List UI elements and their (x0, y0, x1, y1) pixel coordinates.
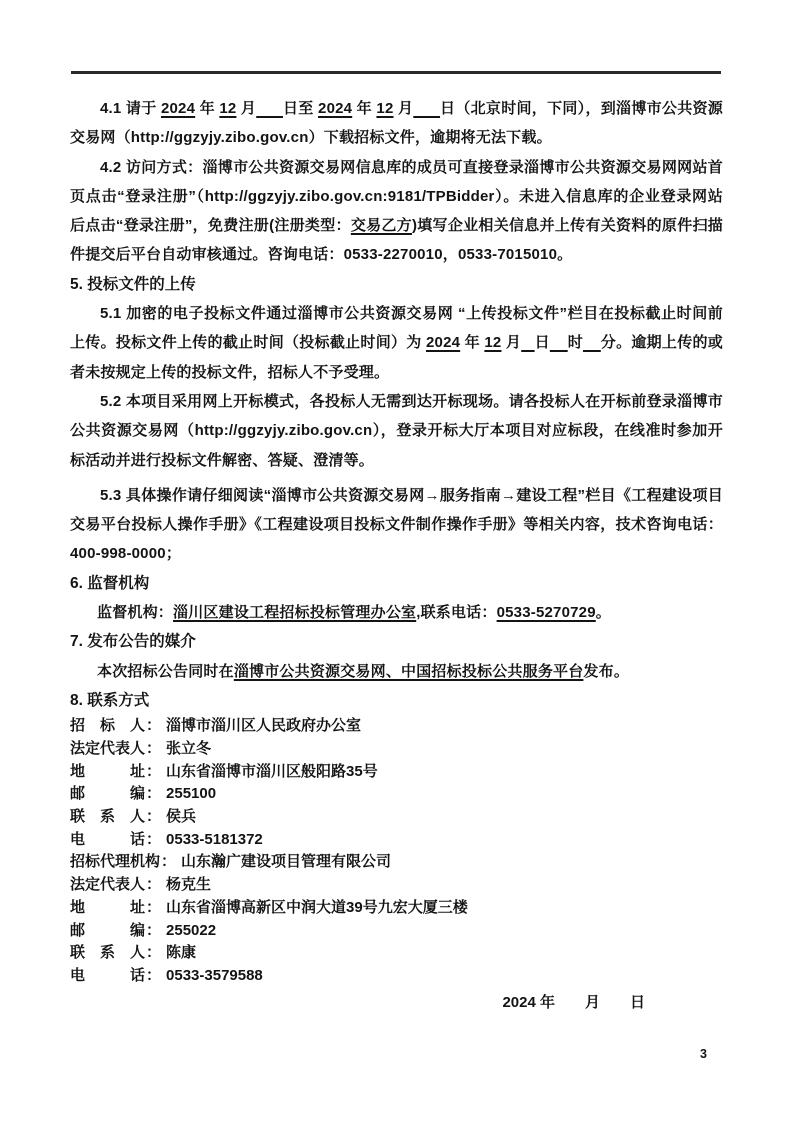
underlined-text-segment: 2024 (318, 100, 353, 117)
contact-label: 电 话 (70, 830, 146, 848)
underlined-text-segment: 12 (219, 100, 237, 117)
text-segment: )填写企业相关信息并上传有关资料的原件扫描件提交后平台自动审核通过。咨询电话：0533-2270010，0533-7015010。 (70, 217, 723, 264)
contact-label: 联 系 人 (70, 808, 146, 826)
contact-value: 杨克生 (166, 876, 212, 894)
underlined-text-segment: 2024 (426, 334, 461, 352)
contact-value: 255100 (166, 785, 217, 803)
heading-5-bid-upload: 5. 投标文件的上传 (70, 275, 196, 293)
text-segment: 日（北京时间，下同），到淄博市公共资源交易网（http://ggzyjy.zibo.gov.cn）下载招标文件，逾期将无法下载。 (70, 100, 724, 147)
contact-tenderer-legal-rep (70, 738, 723, 761)
contact-label: 招标代理机构 (70, 853, 161, 871)
contact-label: 电 话 (70, 966, 146, 984)
contact-value: 0533-5181372 (166, 830, 263, 848)
underlined-text-segment: 淄川区建设工程招标投标管理办公室 (173, 604, 417, 622)
text-segment: 月 (501, 334, 522, 352)
contact-agency-phone (70, 965, 723, 988)
contact-colon: ： (146, 921, 162, 939)
contact-agency-address (70, 897, 723, 920)
underlined-text-segment (413, 100, 440, 117)
text-segment: 发布。 (583, 662, 630, 680)
text-segment: 月 (393, 100, 414, 117)
contact-label: 地 址 (70, 898, 146, 916)
text-segment: 本次招标公告同时在 (97, 662, 234, 680)
content-blocks (70, 94, 723, 988)
text-segment: 年 (352, 100, 377, 117)
contact-colon: ： (146, 944, 162, 962)
contact-label: 联 系 人 (70, 944, 146, 962)
signature-date: 2024 年 月 日 (502, 993, 645, 1011)
contact-label: 邮 编 (70, 921, 146, 939)
para-5-2-online-opening (70, 387, 723, 475)
contact-colon: ： (161, 853, 177, 871)
underlined-text-segment: 交易乙方 (350, 217, 412, 235)
text-segment: 4.1 请于 (100, 100, 161, 117)
contact-value: 侯兵 (166, 808, 197, 826)
text-segment: 分。逾期上传的或者未按规定上传的投标文件，招标人不予受理。 (70, 334, 723, 381)
contact-value: 255022 (166, 921, 217, 939)
text-segment: 月 (236, 100, 257, 117)
header-rule (71, 71, 721, 74)
para-4-2-access-method (70, 153, 723, 270)
document-body (70, 94, 723, 1015)
contact-value: 张立冬 (166, 739, 212, 757)
underlined-text-segment: 0533-5270729 (496, 604, 596, 622)
contact-agency-legal-rep (70, 874, 723, 897)
contact-label: 法定代表人 (70, 876, 146, 894)
para-7-media-info (70, 657, 723, 686)
contact-colon: ： (146, 808, 162, 826)
text-segment: 5.3 具体操作请仔细阅读“淄博市公共资源交易网→服务指南→建设工程”栏目《工程建设项目交易平台投标人操作手册》《工程建设项目投标文件制作操作手册》等相关内容，技术咨询电话：400-998-0000； (70, 486, 723, 563)
para-5-1-upload-deadline (70, 299, 723, 387)
contact-value: 陈康 (166, 944, 197, 962)
heading-7-announcement-media: 7. 发布公告的媒介 (70, 633, 196, 651)
underlined-text-segment (550, 334, 568, 351)
text-segment: 年 (460, 334, 485, 352)
text-segment: 。 (595, 604, 611, 622)
contact-value: 0533-3579588 (166, 966, 263, 984)
contact-colon: ： (146, 717, 162, 735)
contact-value: 山东省淄博高新区中润大道39号九宏大厦三楼 (166, 898, 468, 916)
heading-6-supervisor: 6. 监督机构 (70, 574, 150, 592)
contact-label: 法定代表人 (70, 739, 146, 757)
contact-tenderer-address (70, 761, 723, 784)
text-segment: 年 (195, 100, 220, 117)
contact-label: 邮 编 (70, 785, 146, 803)
contact-label: 招 标 人 (70, 717, 146, 735)
contact-tenderer-postcode (70, 783, 723, 806)
contact-value: 淄博市淄川区人民政府办公室 (166, 717, 362, 735)
contact-colon: ： (146, 762, 162, 780)
contact-value: 山东瀚广建设项目管理有限公司 (181, 853, 392, 871)
underlined-text-segment: 2024 (160, 100, 196, 117)
underlined-text-segment (521, 334, 534, 351)
contact-tenderer-person (70, 806, 723, 829)
contact-colon: ： (146, 785, 162, 803)
para-6-supervisor-info (70, 598, 723, 627)
contact-colon: ： (146, 876, 162, 894)
contact-agency (70, 851, 723, 874)
page-number: 3 (700, 1047, 707, 1061)
contact-colon: ： (146, 898, 162, 916)
text-segment: 5.2 本项目采用网上开标模式，各投标人无需到达开标现场。请各投标人在开标前登录淄博市公共资源交易网（http://ggzyjy.zibo.gov.cn），登录开标大厅本项目对应标段，在线准时参加开标活动并进行投标文件解密、答疑、澄清等。 (70, 392, 723, 469)
underlined-text-segment: 12 (376, 100, 394, 117)
text-segment: ,联系电话： (416, 604, 497, 622)
text-segment: 5.1 加密的电子投标文件通过淄博市公共资源交易网 “上传投标文件”栏目在投标截止时间前上传。投标文件上传的截止时间（投标截止时间）为 (70, 305, 723, 352)
underlined-text-segment (256, 100, 283, 117)
contact-tenderer-phone (70, 829, 723, 852)
underlined-text-segment: 12 (484, 334, 502, 352)
para-4-1-download-period (70, 94, 723, 153)
para-5-3-operation-guide (70, 481, 723, 569)
text-segment: 时 (567, 334, 583, 352)
contact-tenderer (70, 715, 723, 738)
text-segment: 日至 (282, 100, 319, 117)
text-segment: 日 (534, 334, 550, 352)
text-segment: 4.2 访问方式：淄博市公共资源交易网信息库的成员可直接登录淄博市公共资源交易网网站首页点击“登录注册”（http://ggzyjy.zibo.gov.cn:9181/TPBidder）。未进入信息库的企业登录网站后点击“登录注册”，免费注册(注册类型： (70, 158, 723, 235)
underlined-text-segment: 淄博市公共资源交易网、中国招标投标公共服务平台 (233, 662, 584, 680)
contact-colon: ： (146, 830, 162, 848)
contact-value: 山东省淄博市淄川区般阳路35号 (166, 762, 378, 780)
text-segment: 监督机构： (97, 604, 174, 622)
contact-colon: ： (146, 966, 162, 984)
contact-label: 地 址 (70, 762, 146, 780)
heading-8-contact-info: 8. 联系方式 (70, 691, 150, 709)
contact-agency-postcode (70, 920, 723, 943)
underlined-text-segment (583, 334, 601, 351)
contact-colon: ： (146, 739, 162, 757)
contact-agency-person (70, 942, 723, 965)
